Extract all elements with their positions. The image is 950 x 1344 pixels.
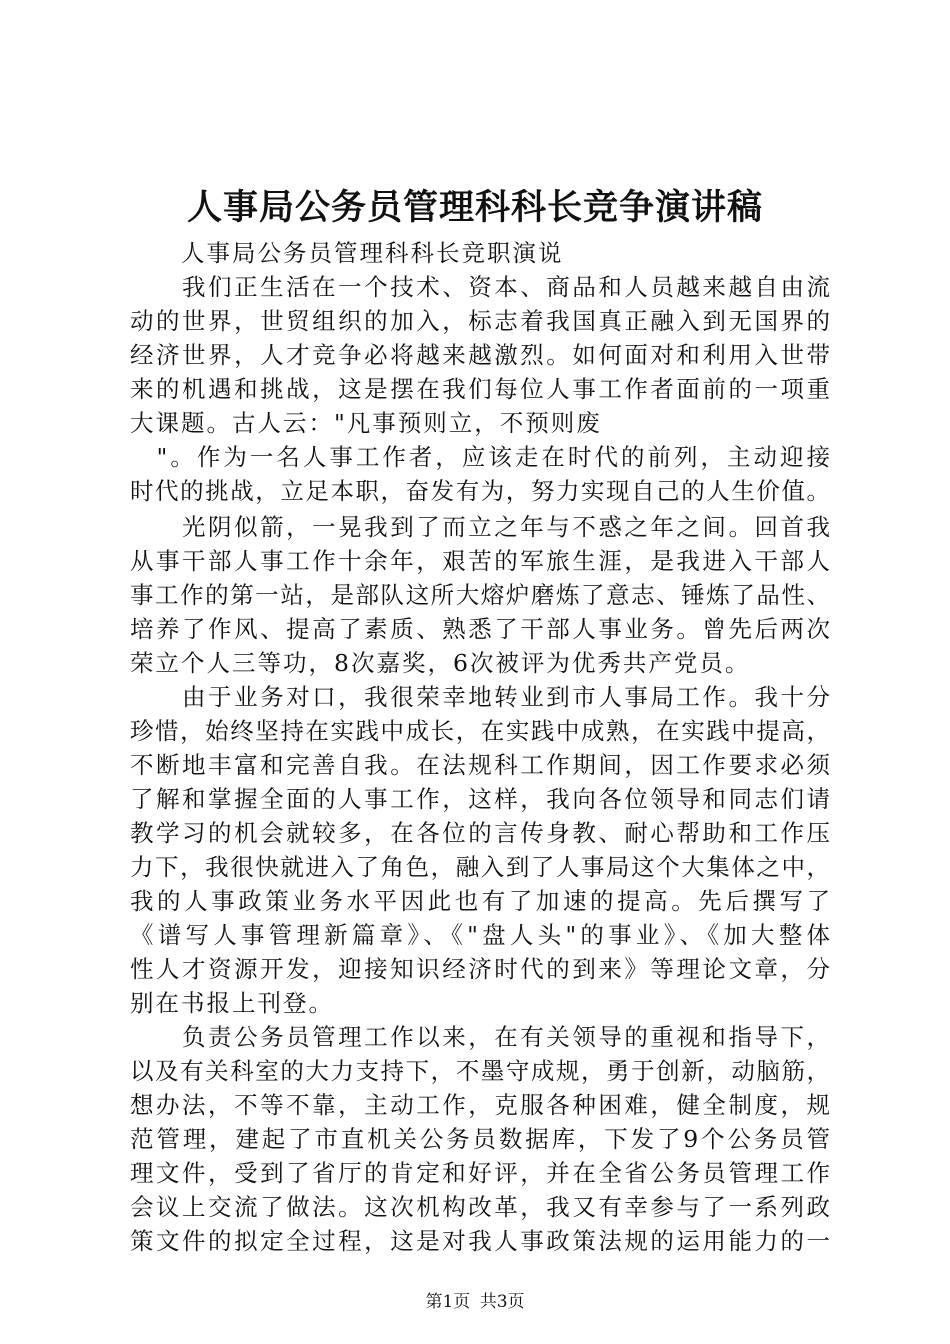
body-line: 策文件的拟定全过程，这是对我人事政策法规的运用能力的一 bbox=[130, 1227, 830, 1255]
body-line: 经济世界，人才竞争必将越来越激烈。如何面对和利用入世带 bbox=[130, 341, 830, 369]
body-line: 我的人事政策业务水平因此也有了加速的提高。先后撰写了 bbox=[130, 887, 830, 915]
body-line: 教学习的机会就较多，在各位的言传身教、耐心帮助和工作压 bbox=[130, 819, 830, 847]
body-line: 不断地丰富和完善自我。在法规科工作期间，因工作要求必须 bbox=[130, 751, 830, 779]
page-footer bbox=[0, 1290, 950, 1314]
body-line: 性人才资源开发，迎接知识经济时代的到来》等理论文章，分 bbox=[130, 955, 830, 983]
body-line: "。作为一名人事工作者，应该走在时代的前列，主动迎接 bbox=[130, 443, 830, 471]
document-title: 人事局公务员管理科科长竞争演讲稿 bbox=[186, 187, 763, 228]
body-line: 光阴似箭，一晃我到了而立之年与不惑之年之间。回首我 bbox=[130, 513, 830, 541]
body-line: 珍惜，始终坚持在实践中成长，在实践中成熟，在实践中提高， bbox=[130, 717, 830, 745]
body-line: 了解和掌握全面的人事工作，这样，我向各位领导和同志们请 bbox=[130, 785, 830, 813]
body-line: 想办法，不等不靠，主动工作，克服各种困难，健全制度，规 bbox=[130, 1091, 830, 1119]
page-number: 第1页 bbox=[425, 1292, 471, 1312]
page-total: 共3页 bbox=[479, 1292, 525, 1312]
body-line: 时代的挑战，立足本职，奋发有为，努力实现自己的人生价值。 bbox=[130, 477, 830, 505]
body-line: 力下，我很快就进入了角色，融入到了人事局这个大集体之中， bbox=[130, 853, 830, 881]
body-line: 范管理，建起了市直机关公务员数据库，下发了9个公务员管 bbox=[130, 1125, 830, 1153]
body-line: 会议上交流了做法。这次机构改革，我又有幸参与了一系列政 bbox=[130, 1193, 830, 1221]
body-line: 荣立个人三等功，8次嘉奖，6次被评为优秀共产党员。 bbox=[130, 649, 751, 677]
body-line: 理文件，受到了省厅的肯定和好评，并在全省公务员管理工作 bbox=[130, 1159, 830, 1187]
body-line: 以及有关科室的大力支持下，不墨守成规，勇于创新，动脑筋， bbox=[130, 1057, 830, 1085]
body-line: 负责公务员管理工作以来，在有关领导的重视和指导下， bbox=[130, 1023, 830, 1051]
body-line: 事工作的第一站，是部队这所大熔炉磨炼了意志、锤炼了品性、 bbox=[130, 581, 830, 609]
body-line: 《谱写人事管理新篇章》、《"盘人头"的事业》、《加大整体 bbox=[130, 921, 830, 949]
body-line: 来的机遇和挑战，这是摆在我们每位人事工作者面前的一项重 bbox=[130, 375, 830, 403]
body-line: 由于业务对口，我很荣幸地转业到市人事局工作。我十分 bbox=[130, 683, 830, 711]
body-line: 我们正生活在一个技术、资本、商品和人员越来越自由流 bbox=[130, 273, 830, 301]
body-line: 大课题。古人云："凡事预则立，不预则废 bbox=[130, 409, 602, 437]
body-line: 从事干部人事工作十余年，艰苦的军旅生涯，是我进入干部人 bbox=[130, 547, 830, 575]
body-line: 别在书报上刊登。 bbox=[130, 989, 334, 1017]
body-line: 人事局公务员管理科科长竞职演说 bbox=[130, 239, 564, 267]
body-line: 培养了作风、提高了素质、熟悉了干部人事业务。曾先后两次 bbox=[130, 615, 830, 643]
body-line: 动的世界，世贸组织的加入，标志着我国真正融入到无国界的 bbox=[130, 307, 830, 335]
